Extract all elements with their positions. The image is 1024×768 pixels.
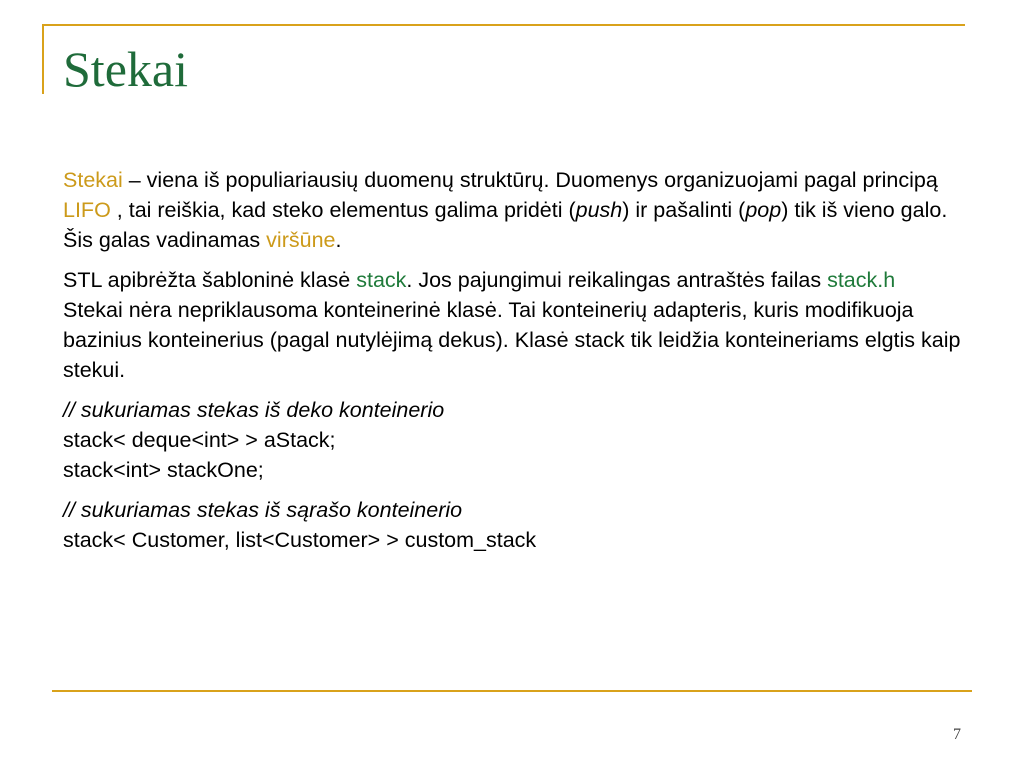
top-border-line <box>42 24 965 26</box>
code-line-stackone: stack<int> stackOne; <box>63 458 264 482</box>
bottom-border-line <box>52 690 972 692</box>
term-stekai: Stekai <box>63 168 123 192</box>
term-stack: stack <box>356 268 407 292</box>
stl-text-3: Stekai nėra nepriklausoma konteinerinė klasė. Tai konteinerių adapteris, kuris modifikuoja bazinius konteinerius (pagal nutylėjimą dekus). Klasė stack tik leidžia konteineriams elgtis kaip stekui. <box>63 298 961 382</box>
term-lifo: LIFO <box>63 198 111 222</box>
stl-text-1: STL apibrėžta šabloninė klasė <box>63 268 357 292</box>
intro-text-1: – viena iš populiariausių duomenų struktūrų. Duomenys organizuojami pagal principą <box>122 168 938 192</box>
intro-text-4: ) tik iš vieno galo. Šis galas vadinamas <box>63 198 948 252</box>
intro-text-3: ) ir pašalinti ( <box>622 198 746 222</box>
term-pop: pop <box>745 198 782 222</box>
left-border-line <box>42 24 44 94</box>
code-line-custom-stack: stack< Customer, list<Customer> > custom_stack <box>63 528 537 552</box>
page-number: 7 <box>953 726 961 743</box>
code-block-deque <box>63 395 983 485</box>
paragraph-intro <box>63 165 983 255</box>
stl-text-2: . Jos pajungimui reikalingas antraštės failas <box>406 268 828 292</box>
term-stack-h: stack.h <box>827 268 896 292</box>
term-push: push <box>575 198 623 222</box>
slide-title: Stekai <box>63 41 188 97</box>
code-block-list <box>63 495 983 555</box>
code-comment-deque: // sukuriamas stekas iš deko konteinerio <box>63 398 445 422</box>
intro-text-5: . <box>335 228 342 252</box>
term-virsune: viršūne <box>266 228 336 252</box>
intro-text-2: , tai reiškia, kad steko elementus galima pridėti ( <box>110 198 576 222</box>
code-line-astack: stack< deque<int> > aStack; <box>63 428 336 452</box>
slide-body <box>63 165 983 565</box>
paragraph-stl <box>63 265 983 385</box>
code-comment-list: // sukuriamas stekas iš sąrašo konteinerio <box>63 498 463 522</box>
